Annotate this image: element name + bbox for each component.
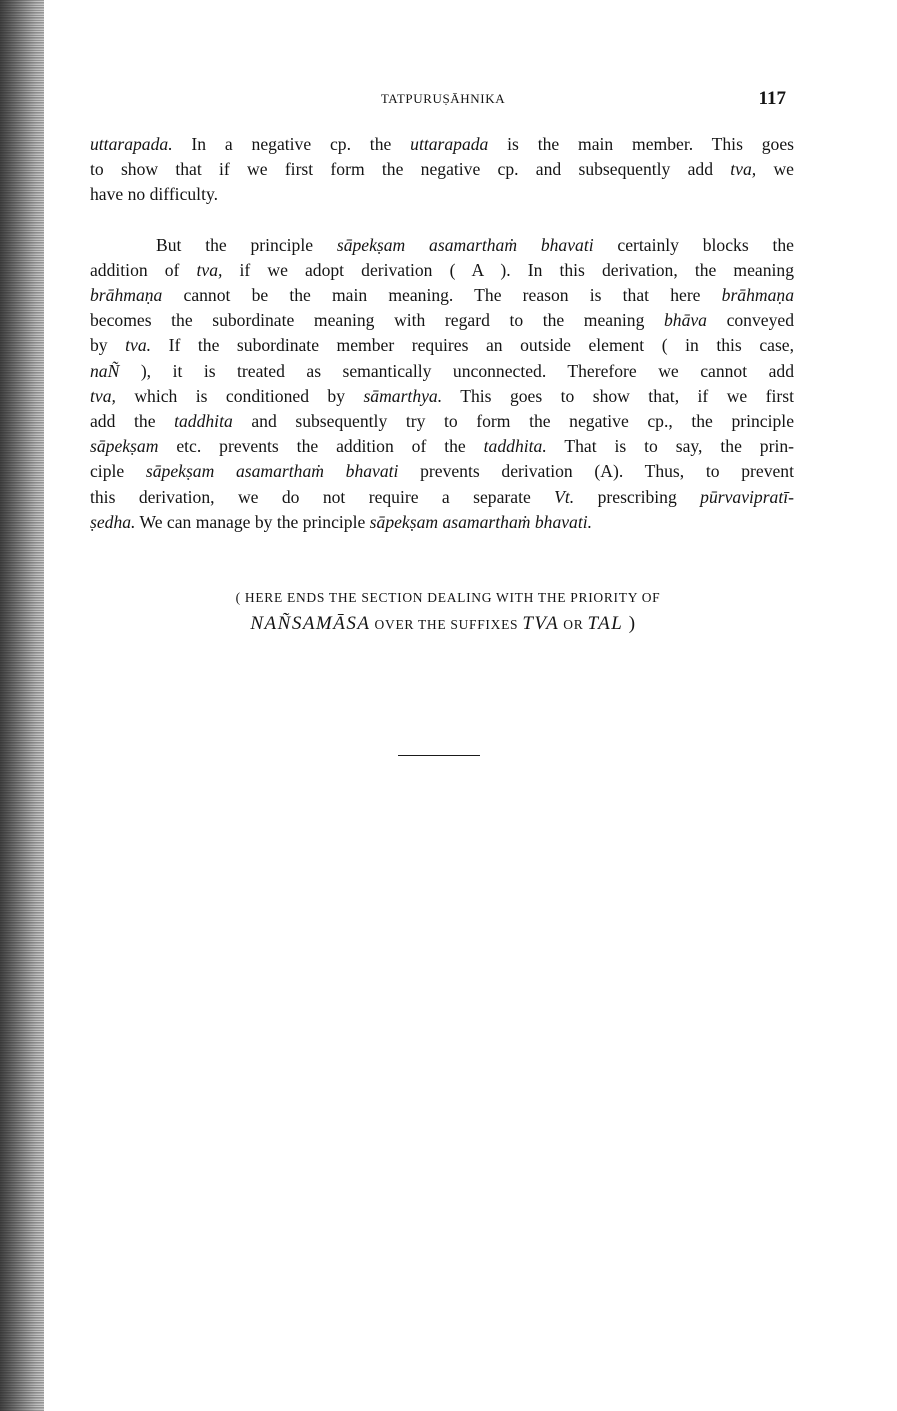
paragraph-2-line-12 <box>90 510 794 535</box>
paragraph-2-line-2 <box>90 258 794 283</box>
italic-term: sāpekṣam asamarthaṁ bhavati <box>336 234 594 255</box>
paragraph-2-line-10 <box>90 459 794 484</box>
paragraph-2-line-4 <box>90 308 794 333</box>
paragraph-2 <box>90 233 794 535</box>
italic-term: taddhita. <box>483 436 547 457</box>
text-run: if we adopt derivation ( A ). In this derivation, the meaning <box>222 259 794 280</box>
text-run: OR <box>559 617 588 632</box>
text-run: which is conditioned by <box>115 385 364 406</box>
italic-term: ṣedha. <box>90 511 136 532</box>
text-run: This goes to show that, if we first <box>442 385 794 406</box>
italic-term: tva, <box>90 385 116 406</box>
section-end-note-line-1: ( HERE ENDS THE SECTION DEALING WITH THE PRIORITY OF <box>235 590 661 605</box>
text-run: In a negative cp. the <box>172 134 411 154</box>
text-run: add the <box>90 411 175 432</box>
section-end-note <box>90 586 796 639</box>
text-run: addition of <box>90 259 197 280</box>
paragraph-2-line-1 <box>90 233 794 258</box>
paragraph-2-line-9 <box>90 434 794 459</box>
italic-term: TVA <box>522 613 560 634</box>
text-run: prevents derivation (A). Thus, to prevent <box>398 461 794 482</box>
italic-term: TAL <box>587 613 624 634</box>
italic-term: brāhmaṇa <box>90 285 163 306</box>
italic-term: sāmarthya. <box>363 385 443 406</box>
text-run: certainly blocks the <box>593 234 794 255</box>
end-rule-divider <box>398 755 480 756</box>
text-run: and subsequently try to form the negative cp., the principle <box>232 411 794 432</box>
section-end-note-line-2 <box>90 610 796 639</box>
paragraph-2-line-8 <box>90 409 794 434</box>
paragraph-2-line-6 <box>90 359 794 384</box>
text-run: becomes the subordinate meaning with regard to the meaning <box>90 310 664 331</box>
text-run: by <box>90 335 126 356</box>
paragraph-1-line-2 <box>90 157 794 182</box>
paragraph-gap <box>90 208 794 233</box>
text-run: But the principle <box>156 234 337 255</box>
paragraph-1-line-1 <box>90 132 794 157</box>
paragraph-2-line-11 <box>90 485 794 510</box>
paragraph-1-line-3: have no difficulty. <box>90 184 219 205</box>
text-run: cannot be the main meaning. The reason is that here <box>162 285 722 306</box>
text-run: That is to say, the prin- <box>546 436 794 457</box>
running-head: TATPURUṢĀHNIKA <box>380 91 506 106</box>
text-run: prescribing <box>574 486 701 507</box>
text-run: If the subordinate member requires an outside element ( in this case, <box>151 335 794 356</box>
page-number: 117 <box>758 88 786 109</box>
body-text <box>90 132 794 535</box>
italic-term: uttarapada. <box>90 134 173 154</box>
text-run: we <box>756 159 794 180</box>
italic-term: sāpekṣam asamarthaṁ bhavati. <box>369 511 593 532</box>
italic-term: brāhmaṇa <box>721 285 794 306</box>
paragraph-2-line-3 <box>90 283 794 308</box>
text-run: We can manage by the principle <box>135 511 370 532</box>
text-run: conveyed <box>706 310 794 331</box>
text-run: ) <box>623 613 636 634</box>
italic-term: tva. <box>125 335 152 356</box>
text-run: this derivation, we do not require a separate <box>90 486 555 507</box>
italic-term: sāpekṣam <box>90 436 159 457</box>
text-run: ciple <box>90 461 146 482</box>
paragraph-1 <box>90 132 794 208</box>
italic-term: naÑ <box>90 360 120 381</box>
scan-shadow-edge <box>0 0 44 1411</box>
italic-term: NAÑSAMĀSA <box>250 613 371 634</box>
italic-term: uttarapada <box>410 134 489 154</box>
page-header <box>90 88 796 112</box>
text-run: to show that if we first form the negative cp. and subsequently add <box>90 159 731 180</box>
text-run: ), it is treated as semantically unconnected. Therefore we cannot add <box>119 360 794 381</box>
text-run: etc. prevents the addition of the <box>158 436 484 457</box>
text-run: is the main member. This goes <box>488 134 794 154</box>
italic-term: bhāva <box>663 310 707 331</box>
italic-term: tva, <box>730 159 757 180</box>
italic-term: taddhita <box>174 411 233 432</box>
italic-term: sāpekṣam asamarthaṁ bhavati <box>145 461 399 482</box>
paragraph-2-line-7 <box>90 384 794 409</box>
italic-term: pūrvavipratī- <box>700 486 794 507</box>
italic-term: Vt. <box>554 486 575 507</box>
paragraph-2-line-5 <box>90 333 794 358</box>
text-run: OVER THE SUFFIXES <box>370 617 523 632</box>
italic-term: tva, <box>196 259 223 280</box>
